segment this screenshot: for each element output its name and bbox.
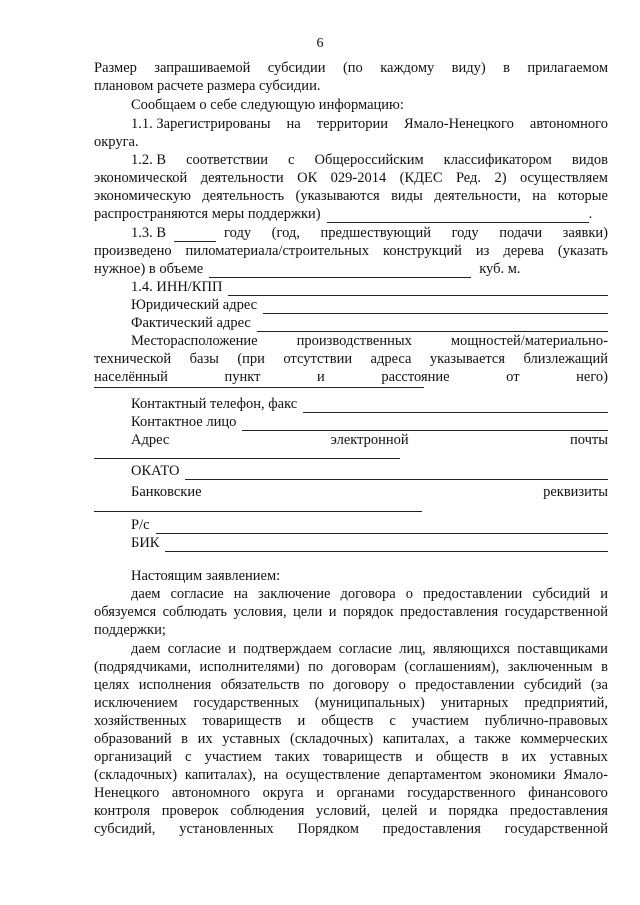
- word: департаментом: [387, 767, 482, 783]
- actual-address-line: [131, 315, 608, 332]
- inn-kpp-line: [131, 279, 608, 296]
- word: адреса: [370, 351, 412, 367]
- location-line-3: [94, 369, 608, 386]
- word: прилагаемом: [527, 60, 608, 76]
- word: согласие: [167, 641, 221, 657]
- word: Ненецкого: [94, 785, 160, 801]
- word: проверок: [161, 803, 219, 819]
- word: товариществ: [202, 713, 282, 729]
- word: капиталах),: [184, 767, 256, 783]
- word: унитарных: [440, 695, 509, 711]
- word: соответствии: [186, 152, 269, 168]
- word: порядок: [342, 604, 394, 620]
- actual-address-label: Фактический адрес: [131, 315, 251, 331]
- consent1-line-1: [131, 586, 608, 603]
- word: соблюдения: [230, 803, 305, 819]
- email-blank: [94, 458, 400, 459]
- consent2-line-3: [94, 677, 608, 694]
- location-line-2: [94, 351, 608, 368]
- word: обязательств: [220, 677, 300, 693]
- word: экономическую: [94, 188, 191, 204]
- word: публично-правовых: [484, 713, 608, 729]
- consent1-line-3: поддержки;: [94, 622, 166, 638]
- word: подтверждаем: [243, 641, 332, 657]
- word: поставщиками: [517, 641, 608, 657]
- consent2-line-10: [94, 803, 608, 820]
- word: обществ: [321, 713, 374, 729]
- item-1-3-rest: [224, 225, 608, 242]
- word: а: [458, 731, 465, 747]
- word: базы: [189, 351, 219, 367]
- word: реквизиты: [543, 484, 608, 500]
- word: порядка: [448, 803, 499, 819]
- word: обязуемся: [94, 604, 157, 620]
- inn-kpp-blank: [228, 283, 608, 296]
- phone-fax-label: Контактный телефон, факс: [131, 396, 298, 412]
- word: их: [521, 749, 537, 765]
- word: таких: [274, 749, 310, 765]
- consent2-line-8: [94, 767, 608, 784]
- word: и: [228, 641, 236, 657]
- word: в: [501, 749, 509, 765]
- word: (подрядчиками,: [94, 659, 191, 675]
- word: о: [405, 586, 413, 602]
- bank-details-blank: [94, 511, 422, 512]
- word: (складочных): [290, 731, 374, 747]
- word: по: [308, 659, 324, 675]
- activity-types-tail: .: [588, 206, 593, 222]
- word: заключенным: [507, 659, 593, 675]
- word: исключением: [94, 695, 178, 711]
- word: финансового: [528, 785, 608, 801]
- word: населённый: [94, 369, 168, 385]
- word: органами: [336, 785, 395, 801]
- item-1-2-line-1: [131, 152, 608, 169]
- word: технической: [94, 351, 172, 367]
- word: согласие: [338, 641, 392, 657]
- word: осуществляем: [519, 170, 608, 186]
- word: (КДЕС: [399, 170, 443, 186]
- word: (указать: [557, 243, 608, 259]
- word: участием: [411, 713, 469, 729]
- word: образований: [94, 731, 172, 747]
- word: и: [297, 713, 306, 729]
- consent2-line-4: [94, 695, 608, 712]
- word: дерева: [503, 243, 544, 259]
- word: (по: [342, 60, 363, 76]
- word: и: [317, 369, 325, 385]
- word: целей: [381, 803, 418, 819]
- activity-types-label: распространяются меры поддержки): [94, 206, 321, 222]
- word: (за: [590, 677, 608, 693]
- word: исполнителями): [199, 659, 300, 675]
- word: государственной: [504, 821, 608, 837]
- phone-fax-line: [131, 396, 608, 413]
- location-blank: [94, 387, 424, 388]
- word: заявки): [562, 225, 608, 241]
- item-1-2-line-4: [94, 206, 608, 223]
- word: которые: [557, 188, 608, 204]
- word: виды: [391, 188, 423, 204]
- word: Банковские: [131, 484, 202, 500]
- word: их: [197, 731, 213, 747]
- contact-person-blank: [242, 418, 608, 431]
- word: Ямало-: [563, 767, 608, 783]
- word: автономного: [171, 785, 250, 801]
- word: Порядком: [297, 821, 359, 837]
- word: производственных: [296, 333, 412, 349]
- word: Размер: [94, 60, 137, 76]
- word: предоставления: [382, 821, 481, 837]
- word: даем: [131, 641, 161, 657]
- word: хозяйственных: [94, 713, 187, 729]
- consent2-line-5: [94, 713, 608, 730]
- volume-blank: [209, 265, 471, 278]
- word: установленных: [179, 821, 274, 837]
- word: договору: [333, 677, 390, 693]
- word: и: [415, 749, 423, 765]
- word: с: [185, 749, 192, 765]
- word: и: [429, 803, 437, 819]
- word: также: [474, 731, 511, 747]
- word: договорам: [331, 659, 396, 675]
- okato-line: [131, 463, 608, 480]
- word: товариществ: [323, 749, 403, 765]
- volume-label: нужное) в объеме: [94, 261, 204, 277]
- word: контроля: [94, 803, 151, 819]
- word: субсидий,: [94, 821, 156, 837]
- word: 2): [494, 170, 507, 186]
- word: субсидий: [532, 586, 591, 602]
- contact-person-line: [131, 414, 608, 431]
- word: Месторасположение: [131, 333, 258, 349]
- bik-label: БИК: [131, 535, 160, 551]
- word: подачи: [499, 225, 543, 241]
- word: пиломатериала/строительных: [185, 243, 370, 259]
- word: с: [288, 152, 295, 168]
- word: осуществление: [285, 767, 380, 783]
- word: государственного: [407, 785, 516, 801]
- word: в: [601, 659, 608, 675]
- consent2-line-9: [94, 785, 608, 802]
- word: 1.2. В: [131, 152, 167, 168]
- account-label: Р/с: [131, 517, 150, 533]
- word: экономической: [94, 170, 188, 186]
- subsidy-size-line-2: плановом расчете размера субсидии.: [94, 78, 321, 94]
- word: деятельности,: [434, 188, 521, 204]
- word: лиц,: [399, 641, 426, 657]
- word: участием: [204, 749, 262, 765]
- consent2-line-1: [131, 641, 608, 658]
- consent2-line-7: [94, 749, 608, 766]
- account-line: [131, 517, 608, 534]
- item-1-3-line-3: [94, 261, 608, 278]
- word: капиталах,: [382, 731, 449, 747]
- word: от: [506, 369, 520, 385]
- consent2-line-2: [94, 659, 608, 676]
- legal-address-line: [131, 297, 608, 314]
- word: году: [224, 225, 252, 241]
- word: Адрес: [131, 432, 170, 448]
- word: произведено: [94, 243, 172, 259]
- word: предоставления: [400, 604, 499, 620]
- word: и: [600, 586, 608, 602]
- word: условий,: [316, 803, 371, 819]
- consent1-line-2: [94, 604, 608, 621]
- word: мощностей/материально-: [450, 333, 608, 349]
- account-blank: [156, 521, 608, 534]
- inn-kpp-label: 1.4. ИНН/КПП: [131, 279, 223, 295]
- word: цели: [293, 604, 323, 620]
- activity-types-blank: [327, 210, 589, 223]
- word: (при: [237, 351, 265, 367]
- word: согласие: [170, 586, 224, 602]
- word: целях: [94, 677, 130, 693]
- word: территории: [316, 116, 388, 132]
- consent2-line-6: [94, 731, 608, 748]
- word: на: [233, 586, 248, 602]
- word: деятельности: [200, 170, 284, 186]
- actual-address-blank: [257, 319, 608, 332]
- word: на: [263, 767, 278, 783]
- word: 1.1. Зарегистрированы: [131, 116, 271, 132]
- word: и: [328, 604, 337, 620]
- word: (муниципальных): [314, 695, 425, 711]
- page-number: 6: [316, 36, 324, 51]
- word: каждому: [380, 60, 435, 76]
- word: деятельность: [202, 188, 285, 204]
- word: субсидий: [523, 677, 582, 693]
- word: исполнения: [138, 677, 212, 693]
- word: почты: [569, 432, 608, 448]
- subsidy-size-line-1: [94, 60, 608, 77]
- word: из: [475, 243, 490, 259]
- word: (складочных): [94, 767, 178, 783]
- word: предприятий,: [524, 695, 608, 711]
- word: Общероссийским: [314, 152, 424, 168]
- year-blank: [174, 229, 216, 242]
- bank-details-line: [131, 484, 608, 501]
- word: него): [576, 369, 608, 385]
- word: автономного: [529, 116, 608, 132]
- location-line-1: [131, 333, 608, 350]
- legal-address-label: Юридический адрес: [131, 297, 258, 313]
- item-1-2-line-2: [94, 170, 608, 187]
- word: Ямало-Ненецкого: [403, 116, 514, 132]
- word: с: [389, 713, 396, 729]
- word: о: [398, 677, 406, 693]
- word: указывается: [429, 351, 506, 367]
- item-1-3-line-2: [94, 243, 608, 260]
- word: расстояние: [381, 369, 450, 385]
- intro-line: Сообщаем о себе следующую информацию:: [131, 97, 404, 113]
- word: организаций: [94, 749, 172, 765]
- word: на: [532, 188, 547, 204]
- bik-line: [131, 535, 608, 552]
- word: 029-2014: [330, 170, 387, 186]
- word: предоставления: [509, 803, 608, 819]
- item-1-2-line-3: [94, 188, 608, 205]
- word: экономики: [489, 767, 556, 783]
- word: предшествующий: [320, 225, 431, 241]
- phone-fax-blank: [303, 400, 608, 413]
- word: предоставлении: [423, 586, 523, 602]
- word: условия,: [233, 604, 287, 620]
- legal-address-blank: [263, 301, 608, 314]
- item-1-1-line-2: округа.: [94, 134, 139, 150]
- item-1-3-line-1: [131, 225, 608, 242]
- okato-label: ОКАТО: [131, 463, 180, 479]
- word: Ред.: [455, 170, 482, 186]
- word: ОК: [297, 170, 318, 186]
- bik-blank: [165, 539, 608, 552]
- word: классификатором: [443, 152, 552, 168]
- word: округа: [262, 785, 304, 801]
- word: году: [451, 225, 479, 241]
- word: являющихся: [432, 641, 510, 657]
- email-line: [131, 432, 608, 449]
- word: отсутствии: [283, 351, 353, 367]
- word: (соглашениям),: [404, 659, 500, 675]
- word: близлежащий: [523, 351, 608, 367]
- word: соблюдать: [162, 604, 228, 620]
- word: в: [503, 60, 510, 76]
- word: уставных: [222, 731, 281, 747]
- word: уставных: [549, 749, 608, 765]
- word: государственной: [504, 604, 608, 620]
- word: виду): [451, 60, 486, 76]
- word: электронной: [330, 432, 409, 448]
- word: государственных: [193, 695, 299, 711]
- word: (указываются: [295, 188, 380, 204]
- word: предоставлении: [415, 677, 515, 693]
- word: конструкций: [383, 243, 462, 259]
- word: на: [286, 116, 301, 132]
- word: даем: [131, 586, 161, 602]
- word: пункт: [224, 369, 261, 385]
- word: заключение: [258, 586, 331, 602]
- word: в: [181, 731, 189, 747]
- volume-unit: куб. м.: [479, 261, 521, 277]
- item-1-3-start: 1.3. В: [131, 225, 167, 241]
- word: запрашиваемой: [154, 60, 251, 76]
- word: коммерческих: [520, 731, 608, 747]
- word: договора: [340, 586, 396, 602]
- word: (год,: [271, 225, 300, 241]
- word: обществ: [436, 749, 489, 765]
- okato-blank: [185, 467, 608, 480]
- consent2-line-11: [94, 821, 608, 838]
- statement-heading: Настоящим заявлением:: [131, 568, 281, 584]
- word: и: [316, 785, 324, 801]
- contact-person-label: Контактное лицо: [131, 414, 237, 430]
- word: по: [309, 677, 325, 693]
- word: видов: [571, 152, 608, 168]
- item-1-1-line-1: [131, 116, 608, 133]
- word: субсидии: [267, 60, 326, 76]
